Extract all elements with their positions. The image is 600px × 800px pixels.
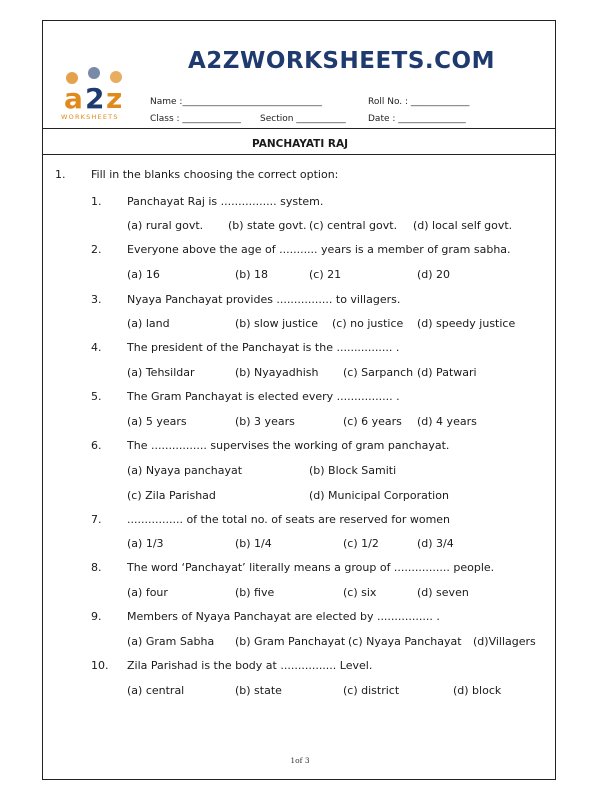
worksheet-title: PANCHAYATI RAJ [251, 138, 348, 150]
svg-text:WORKSHEETS: WORKSHEETS [61, 113, 119, 121]
question-number: 6. [91, 439, 102, 452]
answer-option[interactable]: (a) Tehsildar [127, 366, 195, 379]
svg-text:z: z [106, 82, 123, 115]
question-number: 2. [91, 243, 102, 256]
question-text: The ................ supervises the working of gram panchayat. [127, 439, 450, 452]
answer-option[interactable]: (d) 3/4 [417, 537, 454, 550]
section-field[interactable]: Section ___________ [260, 114, 346, 124]
answer-option[interactable]: (c) Zila Parishad [127, 489, 216, 502]
answer-option[interactable]: (b) 3 years [235, 415, 295, 428]
answer-option[interactable]: (b) Gram Panchayat [235, 635, 346, 648]
answer-option[interactable]: (d) 4 years [417, 415, 477, 428]
answer-option[interactable]: (a) central [127, 684, 185, 697]
answer-option[interactable]: (a) Nyaya panchayat [127, 464, 243, 477]
page-number: 1of 3 [290, 756, 310, 765]
answer-option[interactable]: (c) 21 [309, 268, 342, 281]
instruction-text: Fill in the blanks choosing the correct option: [91, 168, 339, 181]
answer-option[interactable]: (d) Municipal Corporation [309, 489, 449, 502]
class-field[interactable]: Class : _____________ [150, 114, 241, 124]
answer-option[interactable]: (a) land [127, 317, 170, 330]
answer-option[interactable]: (c) Sarpanch [343, 366, 414, 379]
answer-option[interactable]: (c) 1/2 [343, 537, 379, 550]
answer-option[interactable]: (d)Villagers [473, 635, 536, 648]
answer-option[interactable]: (b) 18 [235, 268, 269, 281]
answer-option[interactable]: (d) 20 [417, 268, 451, 281]
question-text: The president of the Panchayat is the ................ . [127, 341, 400, 354]
question-number: 3. [91, 293, 102, 306]
answer-option[interactable]: (c) no justice [332, 317, 404, 330]
question-text: The word ‘Panchayat’ literally means a group of ................ people. [127, 561, 495, 574]
svg-text:a: a [64, 82, 83, 115]
answer-option[interactable]: (b) five [235, 586, 275, 599]
answer-option[interactable]: (a) rural govt. [127, 219, 204, 232]
question-text: Members of Nyaya Panchayat are elected by ................ . [127, 610, 440, 623]
name-field[interactable]: Name :_______________________________ [150, 97, 322, 107]
answer-option[interactable]: (d) speedy justice [417, 317, 516, 330]
answer-option[interactable]: (d) block [453, 684, 502, 697]
question-number: 10. [91, 659, 109, 672]
answer-option[interactable]: (a) 16 [127, 268, 160, 281]
answer-option[interactable]: (a) four [127, 586, 168, 599]
a2z-logo-icon [58, 64, 136, 122]
question-number: 4. [91, 341, 102, 354]
title-divider [42, 154, 556, 155]
answer-option[interactable]: (c) 6 years [343, 415, 402, 428]
roll-field[interactable]: Roll No. : _____________ [368, 97, 470, 107]
question-text: Panchayat Raj is ................ system. [127, 195, 324, 208]
question-number: 9. [91, 610, 102, 623]
answer-option[interactable]: (c) district [343, 684, 400, 697]
section-number: 1. [55, 168, 66, 181]
question-text: ................ of the total no. of seats are reserved for women [127, 513, 451, 526]
answer-option[interactable]: (c) Nyaya Panchayat [348, 635, 462, 648]
answer-option[interactable]: (b) slow justice [235, 317, 319, 330]
answer-option[interactable]: (b) Block Samiti [309, 464, 397, 477]
answer-option[interactable]: (c) six [343, 586, 377, 599]
question-text: Nyaya Panchayat provides ................ to villagers. [127, 293, 401, 306]
question-text: Zila Parishad is the body at ................ Level. [127, 659, 373, 672]
answer-option[interactable]: (a) 5 years [127, 415, 187, 428]
svg-text:2: 2 [85, 82, 105, 115]
answer-option[interactable]: (d) local self govt. [413, 219, 513, 232]
site-name: A2ZWORKSHEETS.COM [188, 48, 495, 74]
date-field[interactable]: Date : _______________ [368, 114, 466, 124]
question-number: 1. [91, 195, 102, 208]
answer-option[interactable]: (b) 1/4 [235, 537, 272, 550]
question-number: 8. [91, 561, 102, 574]
answer-option[interactable]: (d) Patwari [417, 366, 477, 379]
header-divider [42, 128, 556, 129]
answer-option[interactable]: (b) state govt. [228, 219, 307, 232]
question-number: 7. [91, 513, 102, 526]
answer-option[interactable]: (b) state [235, 684, 282, 697]
answer-option[interactable]: (d) seven [417, 586, 469, 599]
answer-option[interactable]: (a) 1/3 [127, 537, 164, 550]
answer-option[interactable]: (c) central govt. [309, 219, 398, 232]
question-number: 5. [91, 390, 102, 403]
question-text: Everyone above the age of ........... years is a member of gram sabha. [127, 243, 511, 256]
answer-option[interactable]: (b) Nyayadhish [235, 366, 319, 379]
question-text: The Gram Panchayat is elected every ................ . [127, 390, 400, 403]
answer-option[interactable]: (a) Gram Sabha [127, 635, 215, 648]
